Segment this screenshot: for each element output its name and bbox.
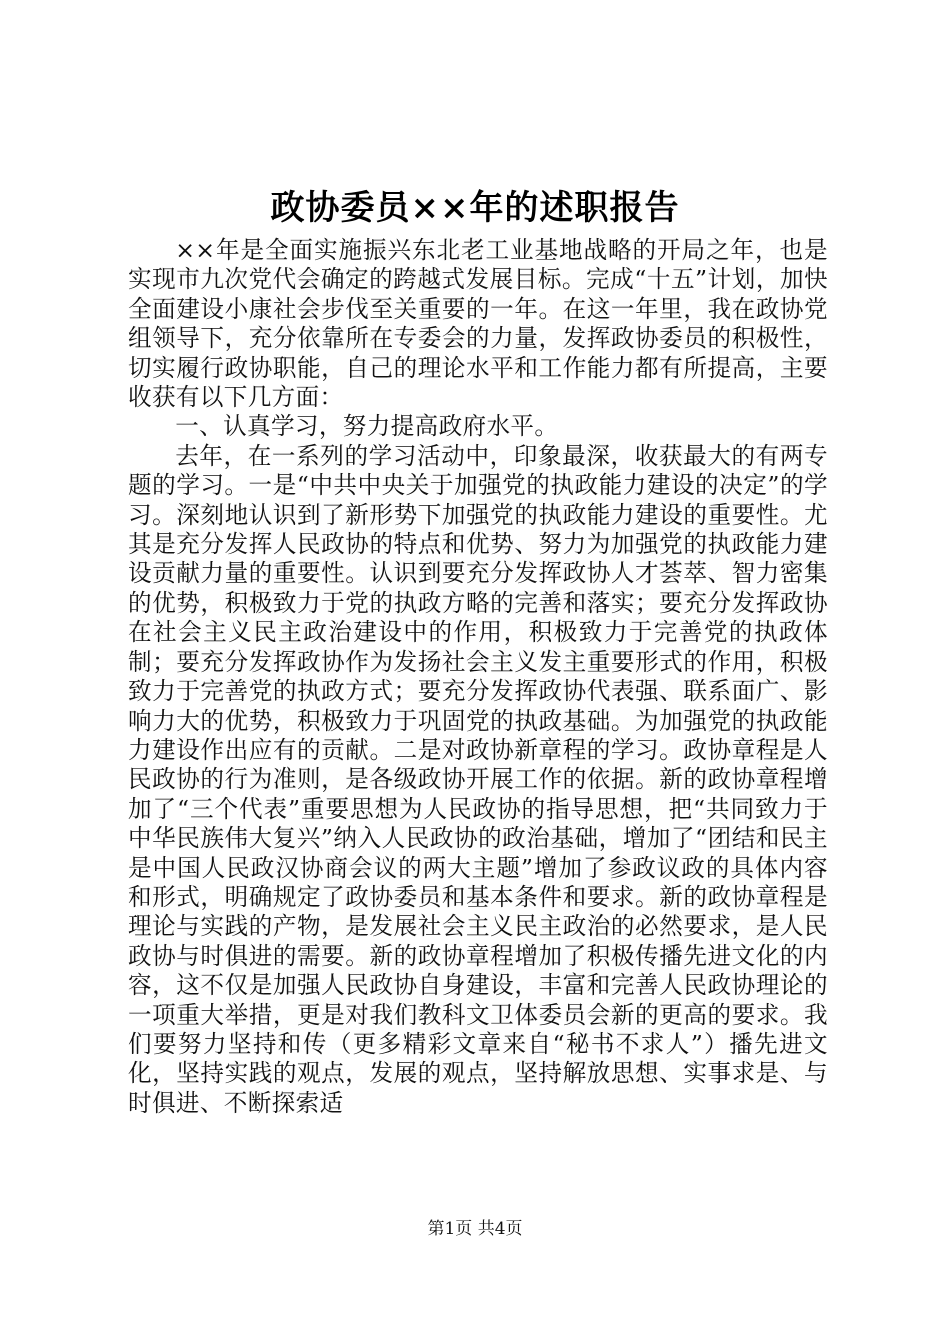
paragraph-study: 去年，在一系列的学习活动中，印象最深，收获最大的有两专题的学习。一是“中共中央关于加强党的执政能力建设的决定”的学习。深刻地认识到了新形势下加强党的执政能力建设的重要性。尤其是充分发挥人民政协的特点和优势、努力为加强党的执政能力建设贡献力量的重要性。认识到要充分发挥政协人才荟萃、智力密集的优势，积极致力于党的执政方略的完善和落实；要充分发挥政协在社会主义民主政治建设中的作用，积极致力于完善党的执政体制；要充分发挥政协作为发扬社会主义发主重要形式的作用，积极致力于完善党的执政方式；要充分发挥政协代表强、联系面广、影响力大的优势，积极致力于巩固党的执政基础。为加强党的执政能力建设作出应有的贡献。二是对政协新章程的学习。政协章程是人民政协的行为准则，是各级政协开展工作的依据。新的政协章程增加了“三个代表”重要思想为人民政协的指导思想，把“共同致力于中华民族伟大复兴”纳入人民政协的政治基础，增加了“团结和民主是中国人民政汉协商会议的两大主题”增加了参政议政的具体内容和形式，明确规定了政协委员和基本条件和要求。新的政协章程是理论与实践的产物，是发展社会主义民主政治的必然要求，是人民政协与时俱进的需要。新的政协章程增加了积极传播先进文化的内容，这不仅是加强人民政协自身建设，丰富和完善人民政协理论的一项重大举措，更是对我们教科文卫体委员会新的更高的要求。我们要努力坚持和传（更多精彩文章来自“秘书不求人”）播先进文化，坚持实践的观点，发展的观点，坚持解放思想、实事求是、与时俱进、不断探索适 [128, 441, 828, 1117]
paragraph-intro: ××年是全面实施振兴东北老工业基地战略的开局之年，也是实现市九次党代会确定的跨越式发展目标。完成“十五”计划，加快全面建设小康社会步伐至关重要的一年。在这一年里，我在政协党组领导下，充分依靠所在专委会的力量，发挥政协委员的积极性，切实履行政协职能，自己的理论水平和工作能力都有所提高，主要收获有以下几方面： [128, 236, 828, 412]
section-heading: 一、认真学习，努力提高政府水平。 [175, 412, 559, 441]
page-footer: 第1页 共4页 [427, 1219, 523, 1239]
document-body [128, 236, 828, 1118]
document-title: 政协委员××年的述职报告 [270, 188, 680, 228]
